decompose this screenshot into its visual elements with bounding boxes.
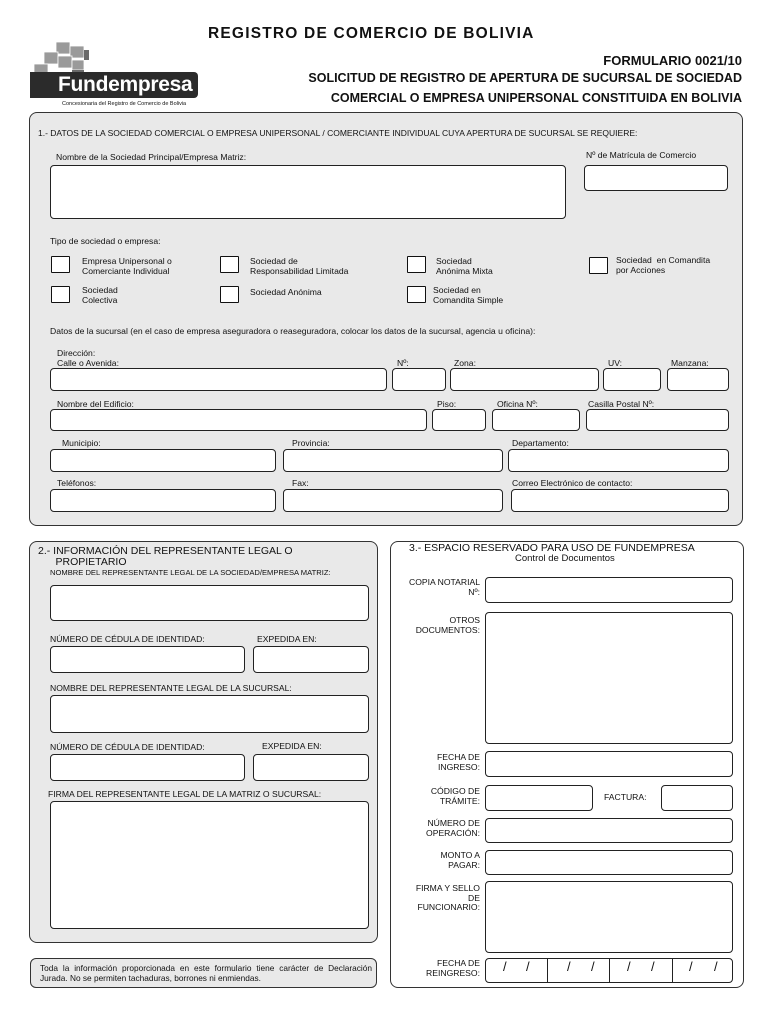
procedure-code-field[interactable] — [485, 785, 593, 811]
phones-label: Teléfonos: — [57, 478, 97, 488]
signature-label: FIRMA DEL REPRESENTANTE LEGAL DE LA MATRIZ O SUCURSAL: — [48, 789, 322, 799]
procedure-code-label: CÓDIGO DE TRÁMITE: — [430, 786, 480, 806]
id-field-1[interactable] — [50, 646, 245, 673]
type-label-comandita-acciones: Sociedad en Comandita por Acciones — [616, 255, 711, 275]
department-label: Departamento: — [512, 438, 569, 448]
section2-title: 2.- INFORMACIÓN DEL REPRESENTANTE LEGAL O PROPIETARIO — [38, 545, 293, 568]
branch-data-label: Datos de la sucursal (en el caso de empresa aseguradora o reaseguradora, colocar los datos de la sucursal, agencia u oficina): — [50, 326, 536, 336]
floor-field[interactable] — [432, 409, 486, 431]
entry-date-label: FECHA DE INGRESO: — [437, 752, 480, 772]
issued-field-1[interactable] — [253, 646, 369, 673]
amount-field[interactable] — [485, 850, 733, 875]
date-slash: / — [627, 959, 631, 974]
logo-tagline: Concesionaria del Registro de Comercio de Bolivia — [62, 101, 187, 107]
branch-rep-label: NOMBRE DEL REPRESENTANTE LEGAL DE LA SUCURSAL: — [50, 683, 292, 693]
province-label: Provincia: — [292, 438, 330, 448]
form-number: FORMULARIO 0021/10 — [603, 53, 742, 68]
zone-field[interactable] — [450, 368, 599, 391]
official-signature-field[interactable] — [485, 881, 733, 953]
email-label: Correo Electrónico de contacto: — [512, 478, 633, 488]
number-field[interactable] — [392, 368, 446, 391]
reentry-date-field[interactable] — [485, 958, 733, 983]
floor-label: Piso: — [437, 399, 457, 409]
reentry-date-divider — [609, 959, 610, 982]
entry-date-field[interactable] — [485, 751, 733, 777]
type-label-mixed-sa: Sociedad Anónima Mixta — [436, 256, 493, 276]
date-slash: / — [651, 959, 655, 974]
fax-field[interactable] — [283, 489, 503, 512]
uv-label: UV: — [608, 358, 623, 368]
fax-label: Fax: — [292, 478, 309, 488]
form-subtitle-line1: SOLICITUD DE REGISTRO DE APERTURA DE SUCURSAL DE SOCIEDAD — [308, 71, 742, 85]
date-slash: / — [567, 959, 571, 974]
id-label-2: NÚMERO DE CÉDULA DE IDENTIDAD: — [50, 742, 205, 752]
type-checkbox-unipersonal[interactable] — [51, 256, 70, 273]
section3-title: 3.- ESPACIO RESERVADO PARA USO DE FUNDEMPRESA — [409, 542, 695, 554]
street-label: Calle o Avenida: — [57, 358, 119, 368]
operation-number-field[interactable] — [485, 818, 733, 843]
phones-field[interactable] — [50, 489, 276, 512]
office-field[interactable] — [492, 409, 580, 431]
date-slash: / — [714, 959, 718, 974]
company-name-field[interactable] — [50, 165, 566, 219]
type-label-sa: Sociedad Anónima — [250, 287, 322, 297]
official-signature-label: FIRMA Y SELLO DE FUNCIONARIO: — [415, 883, 480, 912]
fundempresa-logo — [30, 40, 205, 110]
building-field[interactable] — [50, 409, 427, 431]
date-slash: / — [526, 959, 530, 974]
logo-text: Fundempresa — [58, 73, 193, 96]
registration-label: Nº de Matrícula de Comercio — [586, 150, 697, 160]
issued-label-1: EXPEDIDA EN: — [257, 634, 317, 644]
type-label-colectiva: Sociedad Colectiva — [82, 285, 118, 305]
type-label-srl: Sociedad de Responsabilidad Limitada — [250, 256, 349, 276]
municipality-label: Municipio: — [62, 438, 101, 448]
notarial-copy-label: COPIA NOTARIAL Nº: — [409, 577, 480, 597]
invoice-field[interactable] — [661, 785, 733, 811]
id-field-2[interactable] — [50, 754, 245, 781]
type-checkbox-colectiva[interactable] — [51, 286, 70, 303]
branch-rep-field[interactable] — [50, 695, 369, 733]
issued-field-2[interactable] — [253, 754, 369, 781]
other-docs-label: OTROS DOCUMENTOS: — [415, 615, 480, 635]
amount-label: MONTO A PAGAR: — [440, 850, 480, 870]
email-field[interactable] — [511, 489, 729, 512]
main-title: REGISTRO DE COMERCIO DE BOLIVIA — [208, 25, 535, 42]
pobox-label: Casilla Postal Nº: — [588, 399, 655, 409]
matrix-rep-field[interactable] — [50, 585, 369, 621]
issued-label-2: EXPEDIDA EN: — [262, 741, 322, 751]
block-field[interactable] — [667, 368, 729, 391]
type-checkbox-mixed-sa[interactable] — [407, 256, 426, 273]
notarial-copy-field[interactable] — [485, 577, 733, 603]
registration-field[interactable] — [584, 165, 728, 191]
building-label: Nombre del Edificio: — [57, 399, 134, 409]
reentry-date-divider — [547, 959, 548, 982]
other-docs-field[interactable] — [485, 612, 733, 744]
number-label: Nº: — [397, 358, 409, 368]
street-field[interactable] — [50, 368, 387, 391]
address-label: Dirección: — [57, 348, 96, 358]
type-label-comandita-simple: Sociedad en Comandita Simple — [433, 285, 504, 305]
signature-field[interactable] — [50, 801, 369, 929]
reentry-date-divider — [672, 959, 673, 982]
section1-title: 1.- DATOS DE LA SOCIEDAD COMERCIAL O EMPRESA UNIPERSONAL / COMERCIANTE INDIVIDUAL CUYA APERTURA DE SUCURSAL SE REQUIERE: — [38, 128, 638, 138]
company-name-label: Nombre de la Sociedad Principal/Empresa Matriz: — [56, 152, 247, 162]
type-checkbox-srl[interactable] — [220, 256, 239, 273]
id-label-1: NÚMERO DE CÉDULA DE IDENTIDAD: — [50, 634, 205, 644]
type-checkbox-comandita-simple[interactable] — [407, 286, 426, 303]
company-type-label: Tipo de sociedad o empresa: — [50, 236, 161, 246]
department-field[interactable] — [508, 449, 729, 472]
uv-field[interactable] — [603, 368, 661, 391]
office-label: Oficina Nº: — [497, 399, 538, 409]
date-slash: / — [503, 959, 507, 974]
type-checkbox-comandita-acciones[interactable] — [589, 257, 608, 274]
province-field[interactable] — [283, 449, 503, 472]
reentry-date-label: FECHA DE REINGRESO: — [426, 958, 480, 978]
matrix-rep-label: NOMBRE DEL REPRESENTANTE LEGAL DE LA SOCIEDAD/EMPRESA MATRIZ: — [50, 568, 331, 577]
type-checkbox-sa[interactable] — [220, 286, 239, 303]
form-subtitle-line2: COMERCIAL O EMPRESA UNIPERSONAL CONSTITUIDA EN BOLIVIA — [330, 91, 742, 105]
municipality-field[interactable] — [50, 449, 276, 472]
pobox-field[interactable] — [586, 409, 729, 431]
date-slash: / — [689, 959, 693, 974]
zone-label: Zona: — [454, 358, 476, 368]
declaration-note: Toda la información proporcionada en este formulario tiene carácter de Declaración Jurada. No se permiten tachaduras, borrones ni enmiendas. — [40, 963, 372, 983]
type-label-unipersonal: Empresa Unipersonal o Comerciante Individual — [82, 256, 172, 276]
invoice-label: FACTURA: — [604, 792, 647, 802]
block-label: Manzana: — [671, 358, 709, 368]
date-slash: / — [591, 959, 595, 974]
section3-subtitle: Control de Documentos — [515, 553, 615, 564]
operation-number-label: NÚMERO DE OPERACIÓN: — [426, 818, 480, 838]
